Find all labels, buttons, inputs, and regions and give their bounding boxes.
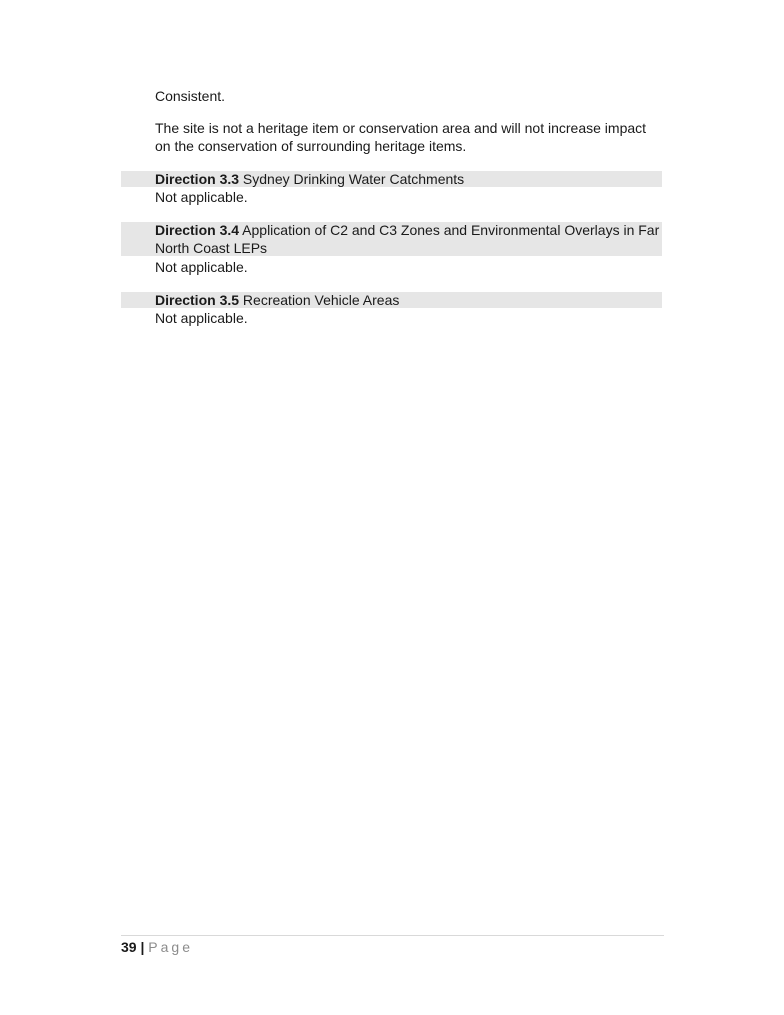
direction-number: Direction 3.3: [155, 171, 240, 187]
page-label: Page: [148, 939, 193, 955]
direction-title: Sydney Drinking Water Catchments: [242, 171, 465, 187]
direction-number: Direction 3.5: [155, 292, 240, 308]
direction-3-5-heading: [155, 291, 655, 309]
footer-separator: |: [140, 939, 145, 955]
direction-number: Direction 3.4: [155, 222, 240, 238]
direction-3-5-heading-band: [121, 292, 662, 308]
direction-title: Application of C2 and C3 Zones and Environmental Overlays in Far North Coast LEPs: [155, 222, 660, 256]
direction-3-5-status: Not applicable.: [155, 310, 248, 326]
direction-3-4-heading-band: [121, 222, 662, 256]
heritage-note: The site is not a heritage item or conservation area and will not increase impact on the conservation of surrounding heritage items.: [155, 120, 647, 154]
direction-3-4-status: Not applicable.: [155, 259, 248, 275]
direction-3-3-status: Not applicable.: [155, 189, 248, 205]
page-footer: [121, 938, 193, 956]
direction-3-4-heading: [155, 221, 660, 257]
footer-divider: [121, 935, 664, 936]
page-number: 39: [121, 939, 137, 955]
consistent-text: Consistent.: [155, 88, 226, 104]
direction-3-3-heading: [155, 170, 655, 188]
direction-3-3-heading-band: [121, 171, 662, 187]
direction-title: Recreation Vehicle Areas: [242, 292, 400, 308]
